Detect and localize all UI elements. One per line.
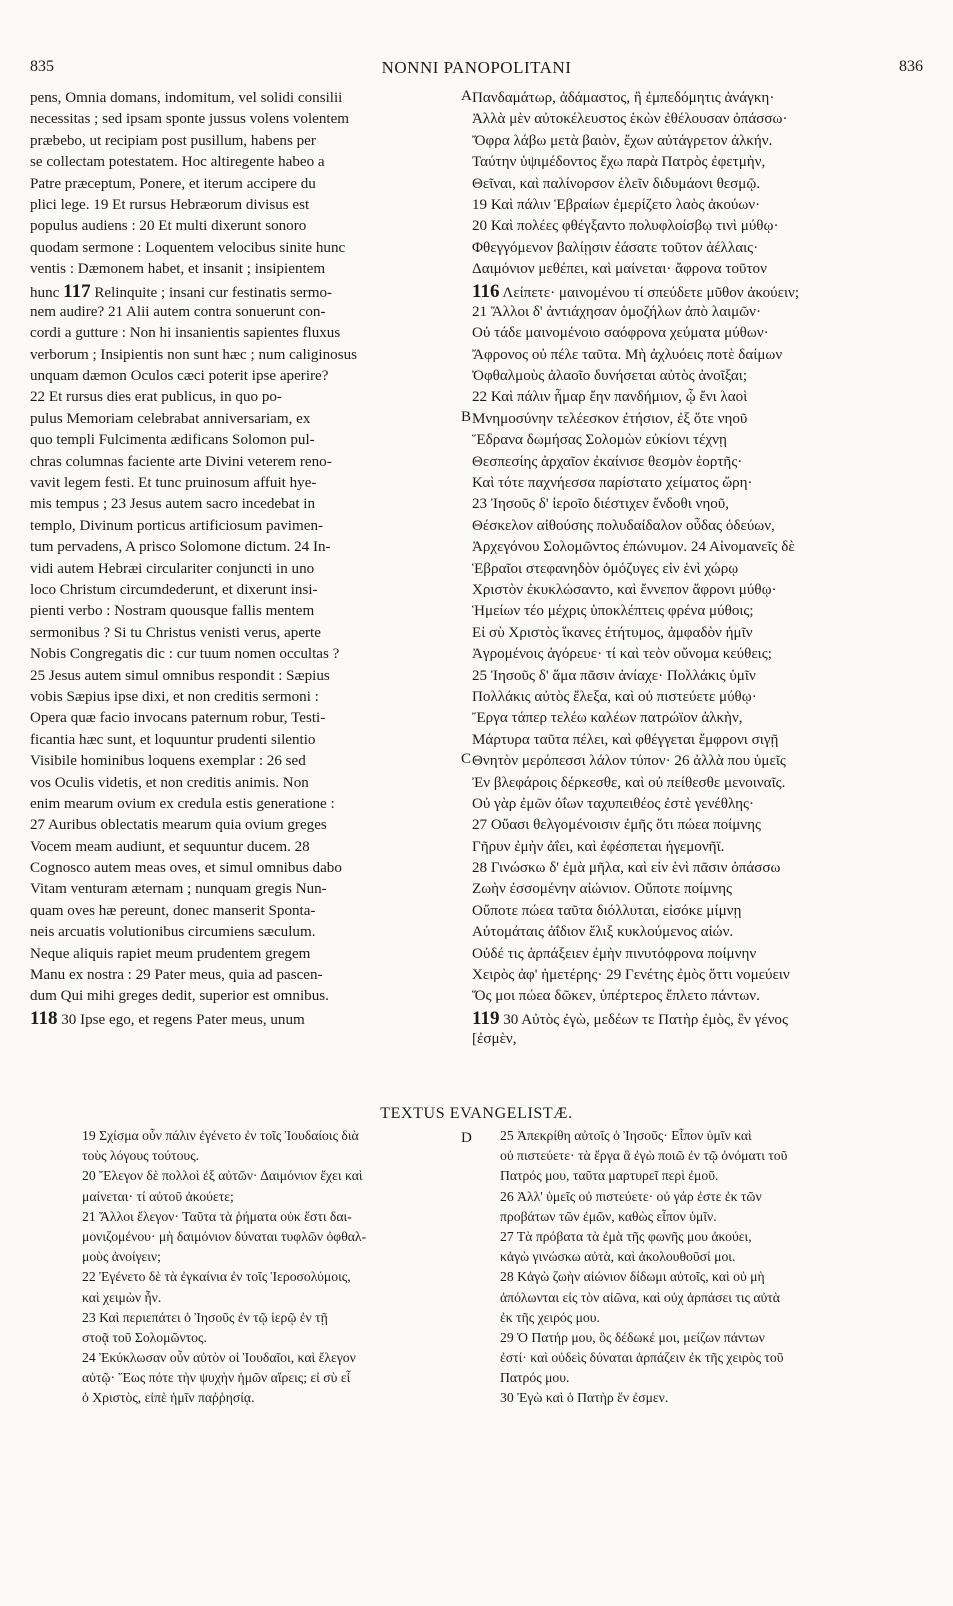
latin-line: loco Christum circumdederunt, et dixerunt insi- (30, 581, 318, 598)
latin-line: verborum ; Insipientis non sunt hæc ; num caliginosus (30, 346, 358, 363)
latin-line: necessitas ; sed ipsam sponte jussus volens volentem (30, 111, 350, 128)
latin-line: Manu ex nostra : 29 Pater meus, quia ad pascen- (30, 967, 323, 984)
greek-line: 21 Ἄλλοι δ' ἀντιάχησαν ὁμοζήλων ἀπὸ λαιμῶν· (472, 303, 762, 320)
greek-line: Οὐ τάδε μαινομένοιο σαόφρονα χεύματα μύθων· (472, 325, 769, 342)
latin-line: 25 Jesus autem simul omnibus respondit : Sæpius (30, 667, 330, 684)
evangelist-line: 21 Ἄλλοι ἔλεγον· Ταῦτα τὰ ῥήματα οὐκ ἔστι δαι- (82, 1208, 352, 1224)
latin-line: quam oves hæ pereunt, donec manserit Sponta- (30, 902, 316, 919)
latin-translation-column (30, 88, 458, 1029)
greek-line: Ὀφθαλμοὺς ἀλαοῖο δυνήσεται αὐτὸς ἀνοῖξαι; (472, 368, 748, 385)
evangelist-text-right (500, 1126, 925, 1409)
column-marker: 116 (472, 280, 500, 302)
greek-line: 20 Καὶ πολέες φθέγξαντο πολυφλοίσβῳ τινὶ μύθῳ· (472, 218, 779, 235)
greek-line: Ἕδρανα δωμήσας Σολομὼν εὐκίονι τέχνῃ (472, 432, 727, 449)
greek-line: 116 Λείπετε· μαινομένου τί σπεύδετε μῦθον ἀκούειν; (472, 280, 800, 302)
evangelist-line: ἐστί· καὶ οὐδεὶς δύναται ἁρπάζειν ἐκ τῆς χειρὸς τοῦ (500, 1350, 784, 1366)
latin-line: vos Oculis videtis, et non creditis animis. Non (30, 774, 309, 791)
latin-line: cordi a gutture : Non hi insanientis sapientes fluxus (30, 325, 341, 342)
greek-line: Φθεγγόμενον βαλίῃσιν ἐάσατε τοῦτον ἀέλλαις· (472, 239, 759, 256)
greek-line: Μάρτυρα ταῦτα πέλει, καὶ φθέγγεται ἔμφρονι σιγῇ (472, 731, 779, 748)
latin-line: Visibile hominibus loquens exemplar : 26 sed (30, 753, 306, 770)
evangelist-line: 24 Ἐκύκλωσαν οὖν αὐτὸν οἱ Ἰουδαῖοι, καὶ ἔλεγον (82, 1350, 356, 1366)
evangelist-line: 20 Ἔλεγον δὲ πολλοὶ ἐξ αὐτῶν· Δαιμόνιον ἔχει καὶ (82, 1168, 363, 1184)
latin-line: Cognosco autem meas oves, et simul omnibus dabo (30, 860, 342, 877)
greek-line: 23 Ἰησοῦς δ' ἱεροῖο διέστιχεν ἔνδοθι νηοῦ, (472, 496, 730, 513)
latin-line: Opera quæ facio invocans paternum robur, Testi- (30, 710, 326, 727)
latin-line: præbebo, ut recipiam post pusillum, habens per (30, 132, 316, 149)
latin-line: pulus Memoriam celebrabat anniversariam, ex (30, 410, 311, 427)
latin-line: vobis Sæpius ipse dixi, et non creditis sermoni : (30, 688, 319, 705)
greek-line: Πολλάκις αὐτὸς ἔλεξα, καὶ οὐ πιστεύετε μύθῳ· (472, 688, 757, 705)
section-mark-c: C (461, 751, 472, 767)
greek-line: Ἀγρομένοις ἀγόρευε· τί καὶ τεὸν οὔνομα κεύθεις; (472, 646, 772, 663)
greek-line: Ἀλλὰ μὲν αὐτοκέλευστος ἑκὼν ἐθέλουσαν ὀπάσσω· (472, 111, 788, 128)
greek-line: 28 Γινώσκω δ' ἐμὰ μῆλα, καὶ εἰν ἑνὶ πᾶσιν ὀπάσσω (472, 860, 781, 877)
column-marker: 118 (30, 1007, 58, 1029)
evangelist-line: μονιζομένου· μὴ δαιμόνιον δύναται τυφλῶν ὀφθαλ- (82, 1228, 367, 1244)
latin-line: Patre præceptum, Ponere, et iterum accipere du (30, 175, 316, 192)
latin-line: unquam dæmon Oculos cæci poterit ipse aperire? (30, 368, 329, 385)
greek-line: Ἐν βλεφάροις δέρκεσθε, καὶ οὐ πείθεσθε μενοιναῖς. (472, 774, 786, 791)
greek-line: Ἡμείων τέο μέχρις ὑποκλέπτεις φρένα μύθοις; (472, 603, 754, 620)
latin-line: enim mearum ovium ex credula estis generatione : (30, 795, 335, 812)
greek-line: Ἀρχεγόνου Σολομῶντος ἐπώνυμον. 24 Αἰνομανεῖς δὲ (472, 539, 795, 556)
greek-line: Ταύτην ὑψιμέδοντος ἔχω παρὰ Πατρὸς ἐφετμὴν, (472, 154, 766, 171)
latin-line: nem audire? 21 Alii autem contra sonuerunt con- (30, 303, 326, 320)
latin-line: Vitam venturam æternam ; nunquam gregis Nun- (30, 881, 327, 898)
evangelist-line: αὐτῷ· Ἕως πότε τὴν ψυχὴν ἡμῶν αἴρεις; εἰ σὺ εἶ (82, 1370, 351, 1386)
greek-line: Χειρὸς ἀφ' ἡμετέρης· 29 Γενέτης ἐμὸς ὅττι νομεύειν (472, 967, 790, 984)
latin-line: sermonibus ? Si tu Christus venisti verus, aperte (30, 624, 321, 641)
latin-line: chras columnas faciente arte Divini veterem reno- (30, 453, 332, 470)
latin-line: vidi autem Hebræi circulariter conjuncti in uno (30, 560, 315, 577)
evangelist-line: προβάτων τῶν ἐμῶν, καθὼς εἶπον ὑμῖν. (500, 1208, 717, 1224)
latin-line: vavit legem festi. Et tunc pruinosum affuit hye- (30, 475, 317, 492)
section-mark-d: D (461, 1130, 472, 1146)
latin-line: dum Qui mihi greges dedit, superior est omnibus. (30, 988, 329, 1005)
latin-line: plici lege. 19 Et rursus Hebræorum divisus est (30, 196, 310, 213)
greek-line: Θνητὸν μερόπεσσι λάλον τύπον· 26 ἀλλὰ που ὑμεῖς (472, 753, 786, 770)
greek-line: 25 Ἰησοῦς δ' ἅμα πᾶσιν ἀνίαχε· Πολλάκις ὑμῖν (472, 667, 756, 684)
latin-line: pienti verbo : Nostram quousque fallis mentem (30, 603, 315, 620)
latin-line: quo templi Fulcimenta ædificans Solomon pul- (30, 432, 315, 449)
greek-line: Ζωὴν ἐσσομένην αἰώνιον. Οὔποτε ποίμνης (472, 881, 732, 898)
latin-line: quodam sermone : Loquentem velocibus sinite hunc (30, 239, 346, 256)
latin-line: ventis : Dæmonem habet, et insanit ; insipientem (30, 261, 326, 278)
greek-line: Αὐτομάταις ἀΐδιον ἕλιξ κυκλούμενος αἰών. (472, 924, 734, 941)
evangelist-text-left (82, 1126, 462, 1409)
evangelist-line: καὶ χειμὼν ἦν. (82, 1289, 162, 1305)
latin-line: hunc 117 Relinquite ; insani cur festinatis sermo- (30, 280, 333, 302)
evangelist-line: 28 Κἀγὼ ζωὴν αἰώνιον δίδωμι αὐτοῖς, καὶ οὐ μὴ (500, 1269, 765, 1285)
evangelist-line: 22 Ἐγένετο δὲ τὰ ἐγκαίνια ἐν τοῖς Ἱεροσολύμοις, (82, 1269, 351, 1285)
greek-line: Οὔποτε πώεα ταῦτα διόλλυται, εἰσόκε μίμνῃ (472, 902, 742, 919)
column-marker: 117 (63, 280, 91, 302)
latin-line: tum pervadens, A prisco Solomone dictum. 24 In- (30, 539, 331, 556)
greek-line: Οὐδέ τις ἁρπάξειεν ἐμὴν πινυτόφρονα ποίμνην (472, 945, 757, 962)
latin-line: pens, Omnia domans, indomitum, vel solidi consilii (30, 90, 343, 106)
greek-line: Ἔργα τάπερ τελέω καλέων πατρώϊον ἀλκὴν, (472, 710, 743, 727)
section-mark-b: B (461, 409, 472, 425)
latin-line: Neque aliquis rapiet meum prudentem gregem (30, 945, 311, 962)
evangelist-line: 25 Ἀπεκρίθη αὐτοῖς ὁ Ἰησοῦς· Εἶπον ὑμῖν καὶ (500, 1128, 752, 1143)
greek-line: Εἰ σὺ Χριστὸς ἵκανες ἐτήτυμος, ἀμφαδὸν ἡμῖν (472, 624, 753, 641)
latin-line: se collectam potestatem. Hoc altiregente habeo a (30, 154, 325, 171)
evangelist-line: 29 Ὁ Πατήρ μου, ὃς δέδωκέ μοι, μείζων πάντων (500, 1329, 765, 1345)
evangelist-line: 26 Ἀλλ' ὑμεῖς οὐ πιστεύετε· οὐ γάρ ἐστε ἐκ τῶν (500, 1188, 762, 1204)
latin-line: populus audiens : 20 Et multi dixerunt sonoro (30, 218, 307, 235)
column-marker: 119 (472, 1007, 500, 1029)
latin-line: 118 30 Ipse ego, et regens Pater meus, unum (30, 1007, 305, 1029)
greek-text-column (472, 88, 924, 1051)
evangelist-line: οὐ πιστεύετε· τὰ ἔργα ἃ ἐγὼ ποιῶ ἐν τῷ ὀνόματι τοῦ (500, 1148, 788, 1164)
latin-line: Nobis Congregatis dic : cur tuum nomen occultas ? (30, 646, 340, 663)
greek-line: Θεῖναι, καὶ παλίνορσον ἑλεῖν διδυμάονι θεσμῷ. (472, 175, 761, 192)
greek-line: 22 Καὶ πάλιν ἦμαρ ἔην πανδήμιον, ᾧ ἔνι λαοὶ (472, 389, 748, 406)
page-header (30, 58, 923, 82)
evangelist-line: 27 Τὰ πρόβατα τὰ ἐμὰ τῆς φωνῆς μου ἀκούει, (500, 1228, 752, 1244)
latin-line: 27 Auribus oblectatis mearum quia ovium greges (30, 817, 327, 834)
greek-line: [ἐσμὲν, (472, 1031, 517, 1048)
evangelist-line: Πατρός μου, ταῦτα μαρτυρεῖ περὶ ἐμοῦ. (500, 1168, 719, 1184)
greek-line: Ἄφρονος οὐ πέλε ταῦτα. Μὴ ἀχλυόεις ποτὲ δαίμων (472, 346, 783, 363)
greek-line: Θέσκελον αἰθούσης πολυδαίδαλον οὖδας ὁδεύων, (472, 517, 775, 534)
latin-line: ficantia hæc sunt, et loquuntur prudenti silentio (30, 731, 316, 748)
evangelist-line: μοὺς ἀνοίγειν; (82, 1249, 161, 1265)
latin-line: 22 Et rursus dies erat publicus, in quo po- (30, 389, 282, 406)
evangelist-line: τοὺς λόγους τούτους. (82, 1148, 200, 1164)
page-number-left: 835 (30, 58, 54, 75)
greek-line: Πανδαμάτωρ, ἀδάμαστος, ἢ ἐμπεδόμητις ἀνάγκη· (472, 90, 775, 106)
latin-line: neis arcuatis volutionibus circumiens sæculum. (30, 924, 316, 941)
greek-line: Μνημοσύνην τελέεσκον ἐτήσιον, ἐξ ὅτε νηοῦ (472, 410, 748, 427)
evangelist-section-title: TEXTUS EVANGELISTÆ. (380, 1105, 573, 1122)
evangelist-line: μαίνεται· τί αὐτοῦ ἀκούετε; (82, 1188, 234, 1204)
evangelist-line: 19 Σχίσμα οὖν πάλιν ἐγένετο ἐν τοῖς Ἰουδαίοις διὰ (82, 1128, 359, 1143)
greek-line: Ἑβραῖοι στεφανηδὸν ὁμόζυγες εἰν ἑνὶ χώρῳ (472, 560, 739, 577)
evangelist-line: 30 Ἐγὼ καὶ ὁ Πατὴρ ἕν ἐσμεν. (500, 1390, 669, 1406)
evangelist-line: ἐκ τῆς χειρός μου. (500, 1309, 600, 1325)
greek-line: Ὄφρα λάβω μετὰ βαιὸν, ἔχων αὐτάγρετον ἀλκήν. (472, 132, 773, 149)
greek-line: Οὐ γὰρ ἐμῶν ὀΐων ταχυπειθέος ἐστὲ γενέθλης· (472, 795, 755, 812)
greek-line: 119 30 Αὐτὸς ἐγὼ, μεδέων τε Πατὴρ ἐμὸς, ἓν γένος (472, 1007, 788, 1029)
evangelist-line: Πατρός μου. (500, 1370, 570, 1386)
latin-line: mis tempus ; 23 Jesus autem sacro incedebat in (30, 496, 316, 513)
latin-line: templo, Divinum porticus artificiosum pavimen- (30, 517, 324, 534)
latin-line: Vocem meam audiunt, et sequuntur ducem. 28 (30, 838, 310, 855)
greek-line: Θεσπεσίης ἀρχαῖον ἐκαίνισε θεσμὸν ἑορτῆς· (472, 453, 743, 470)
page-number-right: 836 (899, 58, 923, 75)
evangelist-line: στοᾷ τοῦ Σολομῶντος. (82, 1329, 207, 1345)
greek-line: Ὅς μοι πώεα δῶκεν, ὑπέρτερος ἔπλετο πάντων. (472, 988, 760, 1005)
greek-line: 19 Καὶ πάλιν Ἑβραίων ἐμερίζετο λαὸς ἀκούων· (472, 196, 761, 213)
evangelist-line: 23 Καὶ περιεπάτει ὁ Ἰησοῦς ἐν τῷ ἱερῷ ἐν τῇ (82, 1309, 328, 1325)
greek-line: Καὶ τότε παχνήεσσα παρίστατο χείματος ὥρη· (472, 475, 753, 492)
evangelist-line: ἀπόλωνται εἰς τὸν αἰῶνα, καὶ οὐχ ἁρπάσει τις αὐτὰ (500, 1289, 780, 1305)
running-title: NONNI PANOPOLITANI (381, 58, 572, 77)
greek-line: Δαιμόνιον μεθέπει, καὶ μαίνεται· ἄφρονα τοῦτον (472, 261, 767, 278)
evangelist-line: κἀγὼ γινώσκω αὐτὰ, καὶ ἀκολουθοῦσί μοι. (500, 1249, 736, 1265)
evangelist-line: ὁ Χριστὸς, εἰπὲ ἡμῖν παῤῥησίᾳ. (82, 1390, 255, 1406)
greek-line: Γῆρυν ἐμὴν ἀΐει, καὶ ἐφέσπεται ἡγεμονῆϊ. (472, 838, 725, 855)
greek-line: 27 Οὔασι θελγομένοισιν ἐμῆς ὅτι πώεα ποίμνης (472, 817, 761, 834)
greek-line: Χριστὸν ἐκυκλώσαντο, καὶ ἔννεπον ἄφρονι μύθῳ· (472, 581, 777, 598)
section-mark-a: A (461, 88, 472, 104)
